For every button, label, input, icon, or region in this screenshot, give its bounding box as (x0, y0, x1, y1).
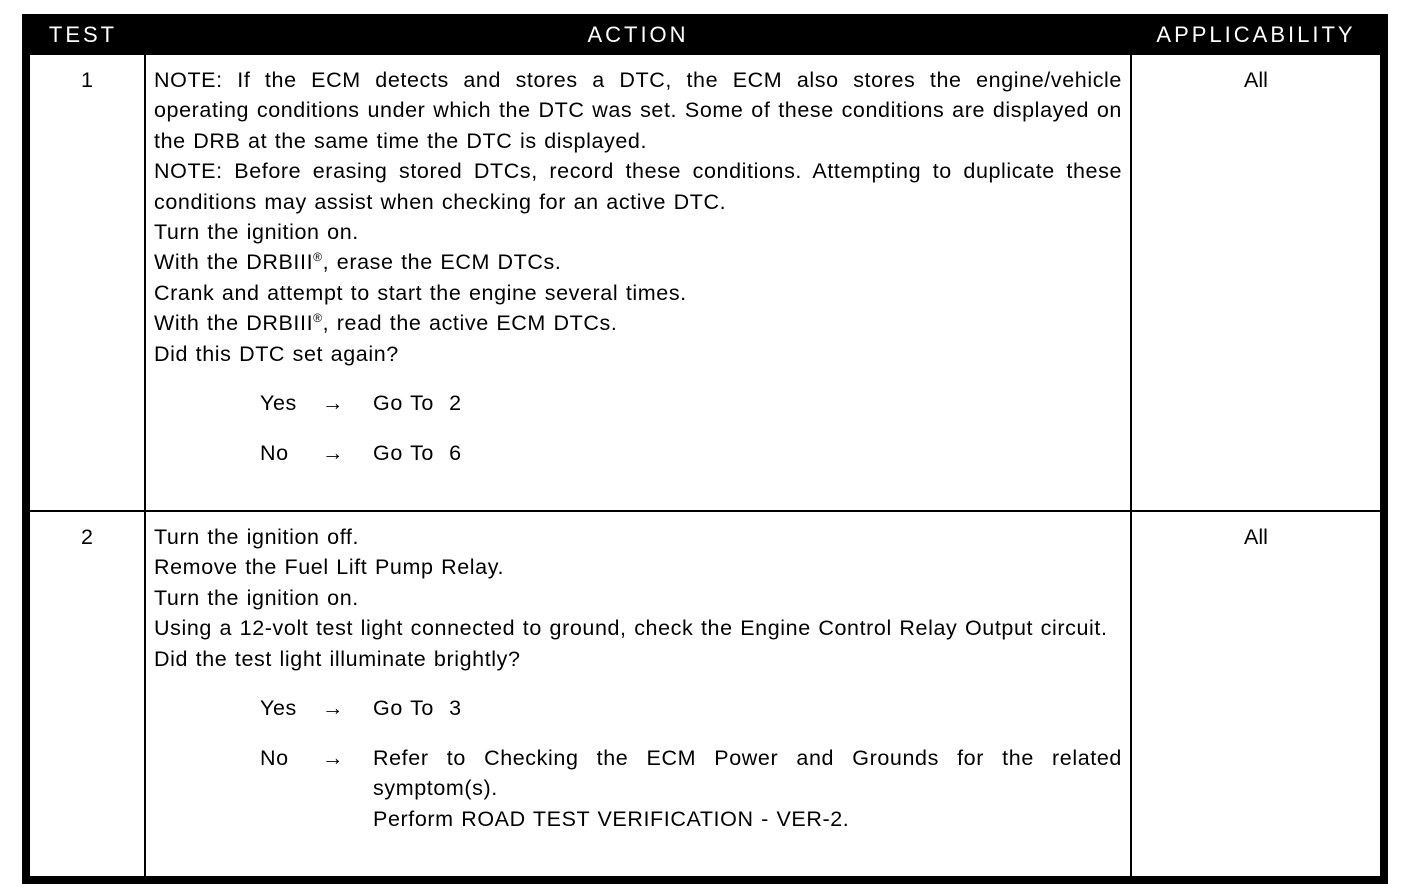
table-header (22, 14, 1388, 54)
row-1-note-2: NOTE: Before erasing stored DTCs, record these conditions. Attempting to duplicate these conditions may assist when checking for an active DTC. (154, 159, 1122, 214)
registered-mark: ® (313, 250, 323, 265)
step-text: With the DRBIII (154, 250, 314, 275)
outcome-answer: Yes (260, 696, 297, 721)
right-arrow-icon: → (322, 441, 345, 466)
outcome-answer: No (260, 746, 289, 771)
row-2-test-number: 2 (30, 512, 144, 876)
row-1-step-ignition-on: Turn the ignition on. (154, 220, 359, 245)
step-text: , erase the ECM DTCs. (322, 250, 562, 275)
row-2-step-remove-relay: Remove the Fuel Lift Pump Relay. (154, 555, 505, 580)
row-1-action (146, 55, 1130, 510)
step-text: , read the active ECM DTCs. (322, 311, 618, 336)
header-applicability: APPLICABILITY (1156, 22, 1356, 47)
row-2-outcome-yes (154, 693, 1122, 724)
row-1-question: Did this DTC set again? (154, 341, 399, 366)
diagnostic-table (22, 14, 1388, 884)
right-arrow-icon: → (322, 696, 345, 721)
row-1-step-erase (154, 247, 1122, 277)
outcome-answer: Yes (260, 391, 297, 416)
outcome-result: Go To 6 (373, 441, 462, 466)
header-test: TEST (48, 22, 118, 47)
row-1-outcome-no (154, 438, 1122, 469)
header-action: ACTION (587, 22, 689, 47)
outcome-result: Go To 3 (373, 696, 462, 721)
registered-mark: ® (313, 311, 323, 326)
row-2-applicability: All (1132, 512, 1380, 876)
outcome-result: Go To 2 (373, 391, 462, 416)
right-arrow-icon: → (322, 746, 345, 771)
row-1-note-1: NOTE: If the ECM detects and stores a DTC, the ECM also stores the engine/vehicle operating conditions under which the DTC was set. Some of these conditions are displayed on the DRB at the same time the DTC is displayed. (154, 68, 1122, 153)
row-1-step-crank: Crank and attempt to start the engine several times. (154, 280, 687, 305)
row-1-applicability: All (1132, 55, 1380, 510)
right-arrow-icon: → (322, 391, 345, 416)
step-text: With the DRBIII (154, 311, 314, 336)
row-1-step-read (154, 308, 1122, 338)
row-2-question: Did the test light illuminate brightly? (154, 646, 521, 671)
row-2-step-ignition-off: Turn the ignition off. (154, 525, 360, 549)
outcome-result: Refer to Checking the ECM Power and Grounds for the related symptom(s). (373, 746, 1122, 801)
row-2-step-ignition-on: Turn the ignition on. (154, 585, 359, 610)
row-2-step-test-light: Using a 12-volt test light connected to ground, check the Engine Control Relay Output circuit. (154, 616, 1108, 641)
outcome-result: Perform ROAD TEST VERIFICATION - VER-2. (373, 806, 850, 831)
row-1-test-number: 1 (30, 55, 144, 510)
outcome-answer: No (260, 441, 289, 466)
row-2-action (146, 512, 1130, 876)
row-1-outcome-yes (154, 388, 1122, 419)
row-2-outcome-no (154, 743, 1122, 834)
